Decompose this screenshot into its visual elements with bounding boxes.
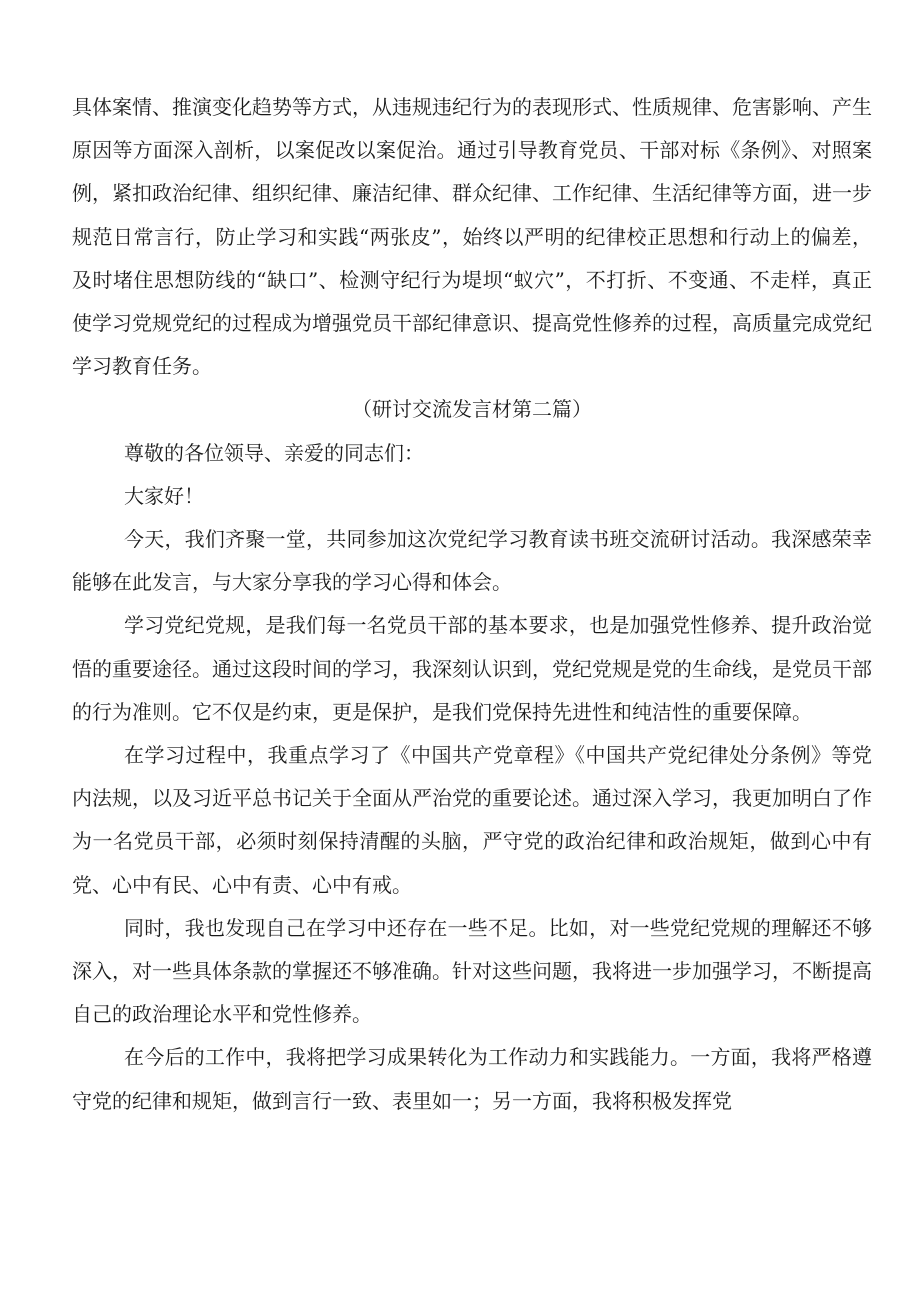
paragraph: 在学习过程中，我重点学习了《中国共产党章程》《中国共产党纪律处分条例》等党内法规，以及习近平总书记关于全面从严治党的重要论述。通过深入学习，我更加明白了作为一名党员干部，必须时刻保持清醒的头脑，严守党的政治纪律和政治规矩，做到心中有党、心中有民、心中有责、心中有戒。 xyxy=(72,743,872,897)
greeting: 大家好！ xyxy=(124,483,204,508)
paragraph: 学习党纪党规，是我们每一名党员干部的基本要求，也是加强党性修养、提升政治觉悟的重要途径。通过这段时间的学习，我深刻认识到，党纪党规是党的生命线，是党员干部的行为准则。它不仅是约束，更是保护，是我们党保持先进性和纯洁性的重要保障。 xyxy=(72,613,872,724)
paragraph-continued: 具体案情、推演变化趋势等方式，从违规违纪行为的表现形式、性质规律、危害影响、产生原因等方面深入剖析，以案促改以案促治。通过引导教育党员、干部对标《条例》、对照案例，紧扣政治纪律、组织纪律、廉洁纪律、群众纪律、工作纪律、生活纪律等方面，进一步规范日常言行，防止学习和实践“两张皮”，始终以严明的纪律校正思想和行动上的偏差，及时堵住思想防线的“缺口”、检测守纪行为堤坝“蚁穴”，不打折、不变通、不走样，真正使学习党规党纪的过程成为增强党员干部纪律意识、提高党性修养的过程，高质量完成党纪学习教育任务。 xyxy=(72,95,872,379)
paragraph: 今天，我们齐聚一堂，共同参加这次党纪学习教育读书班交流研讨活动。我深感荣幸能够在此发言，与大家分享我的学习心得和体会。 xyxy=(72,527,872,595)
paragraph: 在今后的工作中，我将把学习成果转化为工作动力和实践能力。一方面，我将严格遵守党的纪律和规矩，做到言行一致、表里如一；另一方面，我将积极发挥党 xyxy=(72,1045,872,1113)
document-page xyxy=(72,86,872,1123)
salutation: 尊敬的各位领导、亲爱的同志们： xyxy=(124,440,424,465)
section-heading: （研讨交流发言材第二篇） xyxy=(352,397,592,422)
paragraph: 同时，我也发现自己在学习中还存在一些不足。比如，对一些党纪党规的理解还不够深入，对一些具体条款的掌握还不够准确。针对这些问题，我将进一步加强学习，不断提高自己的政治理论水平和党性修养。 xyxy=(72,915,872,1027)
